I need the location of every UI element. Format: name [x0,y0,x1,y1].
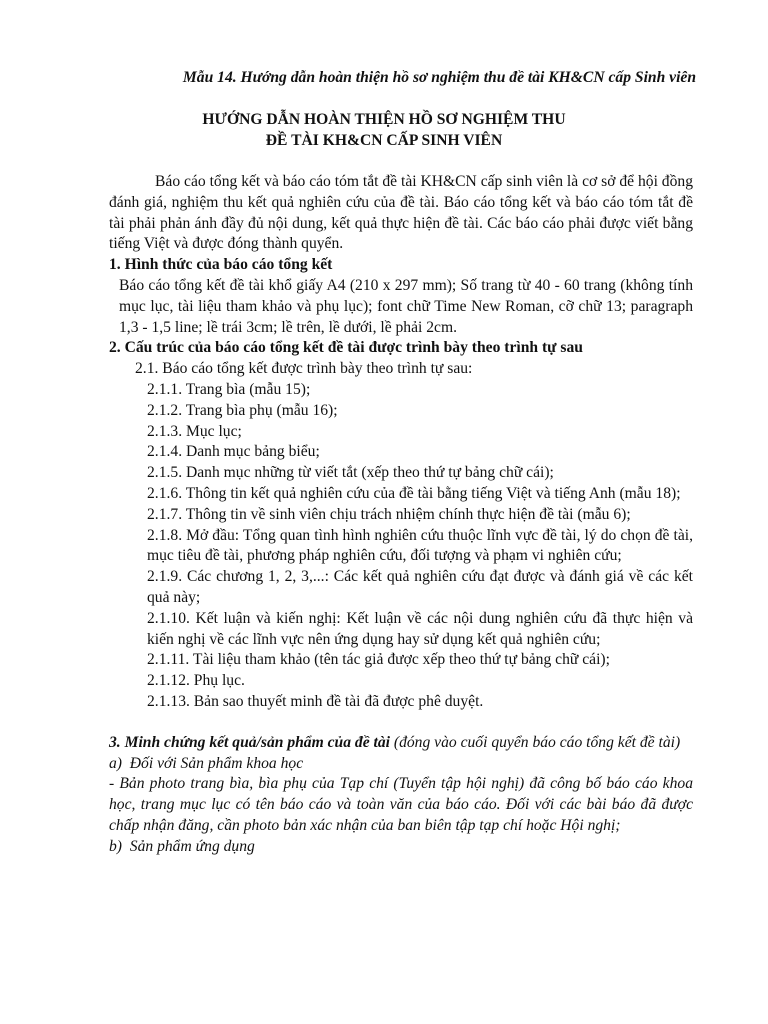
section-2-item: 2.1.1. Trang bìa (mẫu 15); [147,380,311,398]
template-title: Mẫu 14. Hướng dẫn hoàn thiện hồ sơ nghiệm thu đề tài KH&CN cấp Sinh viên [182,69,696,86]
section-1-heading: 1. Hình thức của báo cáo tổng kết [109,256,333,274]
document-title [0,110,768,152]
section-1-text: Báo cáo tổng kết đề tài khổ giấy A4 (210 x 297 mm); Số trang từ 40 - 60 trang (không tính mục lục, tài liệu tham khảo và phụ lục); font chữ Time New Roman, cỡ chữ 13; paragraph 1,3 - 1,5 line; lề trái 3cm; lề trên, lề dưới, lề phải 2cm. [119,276,693,336]
title-line-2: ĐỀ TÀI KH&CN CẤP SINH VIÊN [265,131,503,149]
section-2-item: 2.1.8. Mở đầu: Tổng quan tình hình nghiên cứu thuộc lĩnh vực đề tài, lý do chọn đề tài, mục tiêu đề tài, phương pháp nghiên cứu, đối tượng và phạm vi nghiên cứu; [147,526,693,565]
intro-paragraph: Báo cáo tổng kết và báo cáo tóm tắt đề tài KH&CN cấp sinh viên là cơ sở để hội đồng đánh giá, nghiệm thu kết quả nghiên cứu của đề tài. Báo cáo tổng kết và báo cáo tóm tắt đề tài phải phản ánh đầy đủ nội dung, kết quả thực hiện đề tài. Các báo cáo phải được viết bằng tiếng Việt và được đóng thành quyển. [109,173,693,253]
spacer [109,713,693,733]
section-2-item: 2.1.4. Danh mục bảng biểu; [147,443,320,461]
section-2-item: 2.1.10. Kết luận và kiến nghị: Kết luận về các nội dung nghiên cứu đã thực hiện và kiến nghị về các lĩnh vực nên ứng dụng hay sử dụng kết quả nghiên cứu; [147,609,693,648]
section-2-item: 2.1.9. Các chương 1, 2, 3,...: Các kết quả nghiên cứu đạt được và đánh giá về các kết quả này; [147,568,693,606]
section-2-item-list [109,380,693,713]
section-2-item: 2.1.11. Tài liệu tham khảo (tên tác giả được xếp theo thứ tự bảng chữ cái); [147,651,610,669]
section-2-subheading: 2.1. Báo cáo tổng kết được trình bày theo trình tự sau: [135,360,473,378]
item-b-label: b) [109,837,122,855]
section-2-item: 2.1.12. Phụ lục. [147,672,245,690]
item-a-text: - Bản photo trang bìa, bìa phụ của Tạp chí (Tuyển tập hội nghị) đã công bố báo cáo khoa học, trang mục lục có tên báo cáo và toàn văn của báo cáo. Đối với các bài báo đã được chấp nhận đăng, cần photo bản xác nhận của ban biên tập tạp chí hoặc Hội nghị; [109,775,693,834]
section-2-item: 2.1.2. Trang bìa phụ (mẫu 16); [147,401,338,419]
section-3-heading-note: (đóng vào cuối quyển báo cáo tổng kết đề tài) [390,733,681,751]
section-2-item: 2.1.13. Bản sao thuyết minh đề tài đã được phê duyệt. [147,692,484,710]
item-b-title: Sản phẩm ứng dụng [129,837,255,855]
section-2-item: 2.1.3. Mục lục; [147,422,242,440]
section-3 [109,733,693,858]
section-3-heading: 3. Minh chứng kết quả/sản phẩm của đề tài [109,733,390,751]
section-2-item: 2.1.6. Thông tin kết quả nghiên cứu của đề tài bằng tiếng Việt và tiếng Anh (mẫu 18); [147,484,681,502]
section-2-heading: 2. Cấu trúc của báo cáo tổng kết đề tài được trình bày theo trình tự sau [109,339,583,357]
section-2-item: 2.1.7. Thông tin về sinh viên chịu trách nhiệm chính thực hiện đề tài (mẫu 6); [147,505,631,523]
title-line-1: HƯỚNG DẪN HOÀN THIỆN HỒ SƠ NGHIỆM THU [202,111,566,128]
item-a-title: Đối với Sản phẩm khoa học [129,754,304,772]
section-2-item: 2.1.5. Danh mục những từ viết tắt (xếp theo thứ tự bảng chữ cái); [147,464,554,482]
document-body [109,172,693,858]
item-a-label: a) [109,754,122,772]
